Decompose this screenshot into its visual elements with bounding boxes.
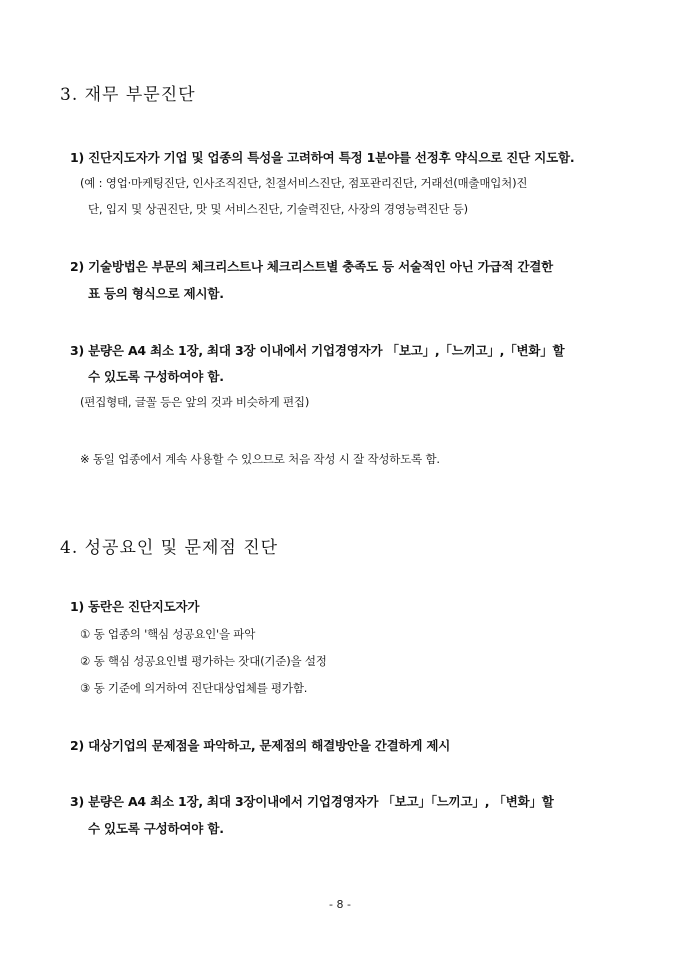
section-3-heading: 3. 재무 부문진단	[60, 85, 196, 105]
section-4-item-1-sub-3: ③ 동 기준에 의거하여 진단대상업체를 평가함.	[80, 681, 308, 695]
section-4-item-3: 3) 분량은 A4 최소 1장, 최대 3장이내에서 기업경영자가 「보고」「느끼고」, 「변화」할	[70, 794, 554, 809]
section-4-item-2: 2) 대상기업의 문제점을 파악하고, 문제점의 해결방안을 간결하게 제시	[70, 738, 451, 753]
section-3-item-2-cont: 표 등의 형식으로 제시함.	[88, 286, 224, 301]
section-3-item-1-note: (예 : 영업·마케팅진단, 인사조직진단, 친절서비스진단, 점포관리진단, 거래선(매출매입처)진	[80, 176, 528, 190]
section-4-item-1-sub-2: ② 동 핵심 성공요인별 평가하는 잣대(기준)을 설정	[80, 654, 327, 668]
section-3-item-3: 3) 분량은 A4 최소 1장, 최대 3장 이내에서 기업경영자가 「보고」,「느끼고」,「변화」할	[70, 343, 565, 358]
section-4-heading: 4. 성공요인 및 문제점 진단	[60, 538, 279, 558]
section-4-item-1-sub-1: ① 동 업종의 '핵심 성공요인'을 파악	[80, 627, 256, 641]
section-4-item-3-cont: 수 있도록 구성하여야 함.	[88, 821, 224, 836]
section-3-remark: ※ 동일 업종에서 계속 사용할 수 있으므로 처음 작성 시 잘 작성하도록 함.	[80, 452, 440, 466]
section-4-item-1: 1) 동란은 진단지도자가	[70, 599, 200, 614]
page-number: - 8 -	[329, 898, 351, 911]
section-3-item-1-note-cont: 단, 입지 및 상권진단, 맛 및 서비스진단, 기술력진단, 사장의 경영능력진단 등)	[88, 202, 468, 216]
section-3-item-3-note: (편집형태, 글꼴 등은 앞의 것과 비슷하게 편집)	[80, 395, 310, 409]
section-3-item-2: 2) 기술방법은 부문의 체크리스트나 체크리스트별 충족도 등 서술적인 아닌 가급적 간결한	[70, 259, 554, 274]
section-3-item-3-cont: 수 있도록 구성하여야 함.	[88, 369, 224, 384]
section-3-item-1: 1) 진단지도자가 기업 및 업종의 특성을 고려하여 특정 1분야를 선정후 약식으로 진단 지도함.	[70, 150, 575, 165]
